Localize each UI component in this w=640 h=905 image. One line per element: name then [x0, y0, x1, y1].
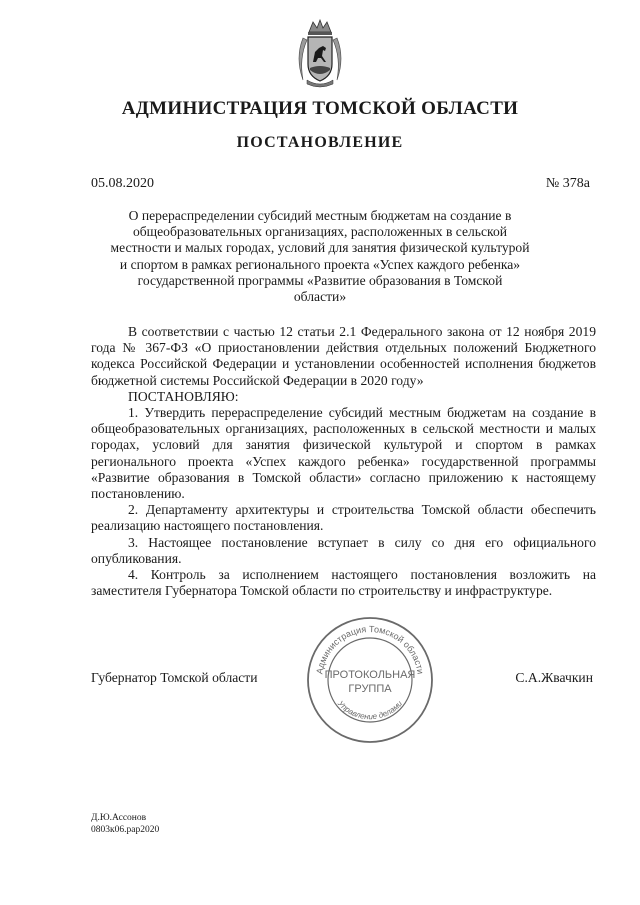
preamble: В соответствии с частью 12 статьи 2.1 Федерального закона от 12 ноября 2019 года № 367-ФЗ «О приостановлении действия отдельных положений Бюджетного кодекса Российской Федерации и установлении особенностей исполнения бюджетов бюджетной системы Российской Федерации в 2020 году»: [91, 324, 596, 388]
document-number: № 378а: [545, 176, 590, 191]
signatory-name: С.А.Жвачкин: [515, 670, 593, 685]
document-body: [91, 324, 596, 599]
organization-name: АДМИНИСТРАЦИЯ ТОМСКОЙ ОБЛАСТИ: [121, 98, 519, 119]
stamp-ring-bottom: Управление делами: [335, 699, 405, 722]
item-2: 2. Департаменту архитектуры и строительства Томской области обеспечить реализацию настоящего постановления.: [91, 502, 596, 534]
item-1: 1. Утвердить перераспределение субсидий местным бюджетам на создание в общеобразовательных организациях, расположенных в сельской местности и малых городах, условий для занятия физической культурой и спортом в рамках регионального проекта «Успех каждого ребенка» государственной программы «Развитие образования в Томской области» согласно приложению к настоящему постановлению.: [91, 405, 596, 502]
svg-text:Управление делами: [335, 698, 404, 721]
document-date: 05.08.2020: [91, 176, 154, 191]
stamp-seal: [302, 612, 438, 748]
executor-name: Д.Ю.Ассонов: [91, 813, 147, 823]
document-type: ПОСТАНОВЛЕНИЕ: [236, 134, 404, 151]
stamp-ring-text: Администрация Томской области: [314, 623, 426, 675]
file-code: 0803к06.рар2020: [91, 825, 160, 835]
item-4: 4. Контроль за исполнением настоящего постановления возложить на заместителя Губернатора Томской области по строительству и инфраструктуре.: [91, 567, 596, 599]
stamp-center-line1: ПРОТОКОЛЬНАЯ: [324, 669, 416, 681]
item-3: 3. Настоящее постановление вступает в силу со дня его официального опубликования.: [91, 534, 596, 566]
document-subject: О перераспределении субсидий местным бюджетам на создание в общеобразовательных организациях, расположенных в сельской местности и малых городах, условий для занятия физической культурой и спортом в рамках регионального проекта «Успех каждого ребенка» государственной программы «Развитие образования в Томской области»: [110, 208, 530, 305]
signatory-title: Губернатор Томской области: [91, 670, 258, 685]
decree-word: ПОСТАНОВЛЯЮ:: [128, 388, 239, 404]
executor-info: [91, 812, 159, 836]
stamp-center-line2: ГРУППА: [348, 683, 392, 695]
coat-of-arms-icon: [293, 18, 347, 90]
